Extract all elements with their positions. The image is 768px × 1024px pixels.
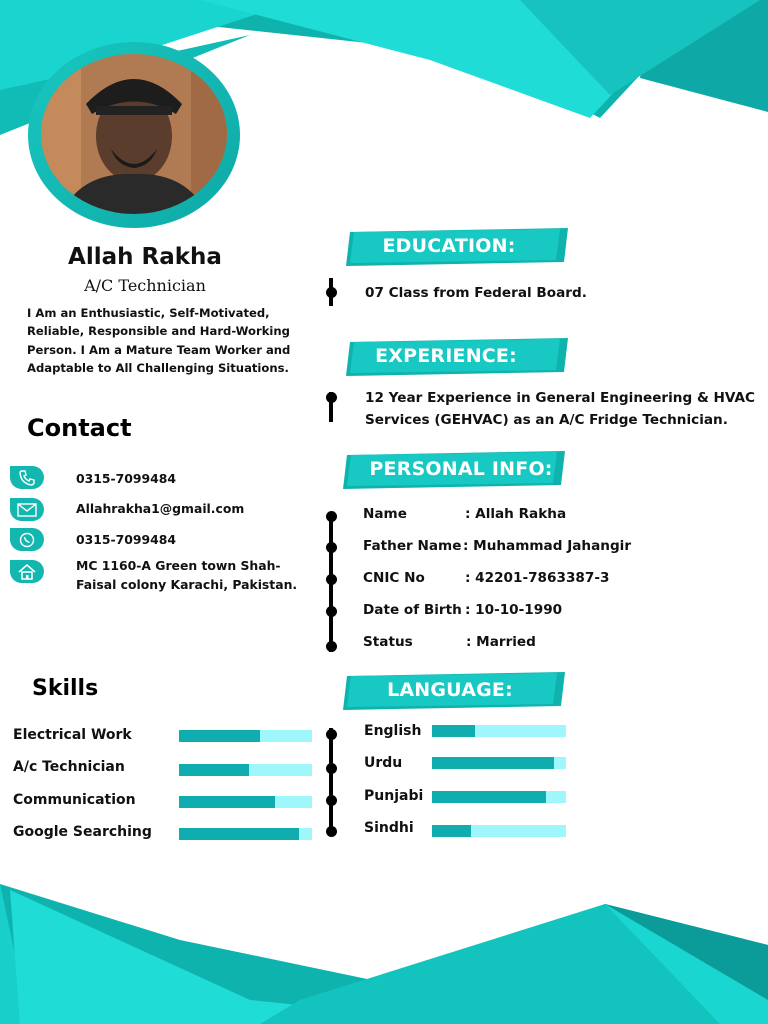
contact-phone: 0315-7099484 (76, 471, 176, 486)
contact-whatsapp: 0315-7099484 (76, 532, 176, 547)
skill-bar-fill (179, 730, 260, 742)
experience-text: 12 Year Experience in General Engineering & HVAC Services (GEHVAC) as an A/C Fridge Technician. (365, 390, 755, 428)
info-value-cnic: : 42201-7863387-3 (465, 570, 610, 586)
timeline-dot (326, 511, 337, 522)
person-name: Allah Rakha (68, 244, 222, 270)
personal-info-heading: PERSONAL INFO: (369, 458, 553, 480)
language-heading: LANGUAGE: (387, 679, 513, 701)
skill-label: A/c Technician (13, 759, 125, 775)
timeline-dot (326, 392, 337, 403)
info-value-dob: : 10-10-1990 (465, 602, 563, 618)
contact-email: Allahrakha1@gmail.com (76, 501, 245, 516)
language-bar-fill (432, 725, 475, 737)
language-label: Urdu (364, 755, 403, 771)
language-bar (432, 791, 566, 803)
language-bar (432, 825, 566, 837)
language-label: Punjabi (364, 788, 424, 804)
skill-bar-fill (179, 828, 299, 840)
language-label: English (364, 723, 422, 739)
language-label: Sindhi (364, 820, 414, 836)
skill-bar (179, 796, 312, 808)
phone-icon (10, 466, 44, 489)
skill-label: Electrical Work (13, 727, 132, 743)
whatsapp-icon (10, 528, 44, 551)
skill-label: Communication (13, 792, 136, 808)
language-bar-fill (432, 791, 546, 803)
timeline-dot (326, 287, 337, 298)
language-timeline (329, 728, 333, 836)
timeline-dot (326, 606, 337, 617)
education-text: 07 Class from Federal Board. (365, 285, 587, 301)
skill-bar (179, 764, 312, 776)
info-label-father-name: Father Name (363, 538, 462, 554)
info-label-status: Status (363, 634, 413, 650)
timeline-dot (326, 542, 337, 553)
contact-address: MC 1160-A Green town Shah-Faisal colony Karachi, Pakistan. (76, 558, 298, 592)
info-value-father-name: : Muhammad Jahangir (463, 538, 632, 554)
skill-bar (179, 730, 312, 742)
skill-bar-fill (179, 764, 249, 776)
education-heading: EDUCATION: (382, 235, 516, 257)
info-value-status: : Married (466, 634, 536, 650)
timeline-dot (326, 641, 337, 652)
info-label-name: Name (363, 506, 407, 522)
about-text: I Am an Enthusiastic, Self-Motivated, Reliable, Responsible and Hard-Working Person. I Am a Mature Team Worker and Adaptable to All Challenging Situations. (27, 306, 291, 375)
info-value-name: : Allah Rakha (465, 506, 567, 522)
contact-heading: Contact (27, 414, 132, 442)
timeline-dot (326, 574, 337, 585)
skill-label: Google Searching (13, 824, 152, 840)
experience-heading: EXPERIENCE: (375, 345, 517, 367)
info-label-dob: Date of Birth (363, 602, 462, 618)
skills-heading: Skills (32, 676, 99, 701)
language-bar-fill (432, 757, 554, 769)
timeline-dot (326, 729, 337, 740)
timeline-dot (326, 795, 337, 806)
language-bar-fill (432, 825, 471, 837)
skill-bar-fill (179, 796, 275, 808)
skill-bar (179, 828, 312, 840)
language-bar (432, 757, 566, 769)
language-bar (432, 725, 566, 737)
timeline-dot (326, 763, 337, 774)
home-icon (10, 560, 44, 583)
info-label-cnic: CNIC No (363, 570, 425, 586)
profile-photo (41, 54, 227, 214)
mail-icon (10, 498, 44, 521)
job-title: A/C Technician (84, 276, 206, 295)
timeline-dot (326, 826, 337, 837)
